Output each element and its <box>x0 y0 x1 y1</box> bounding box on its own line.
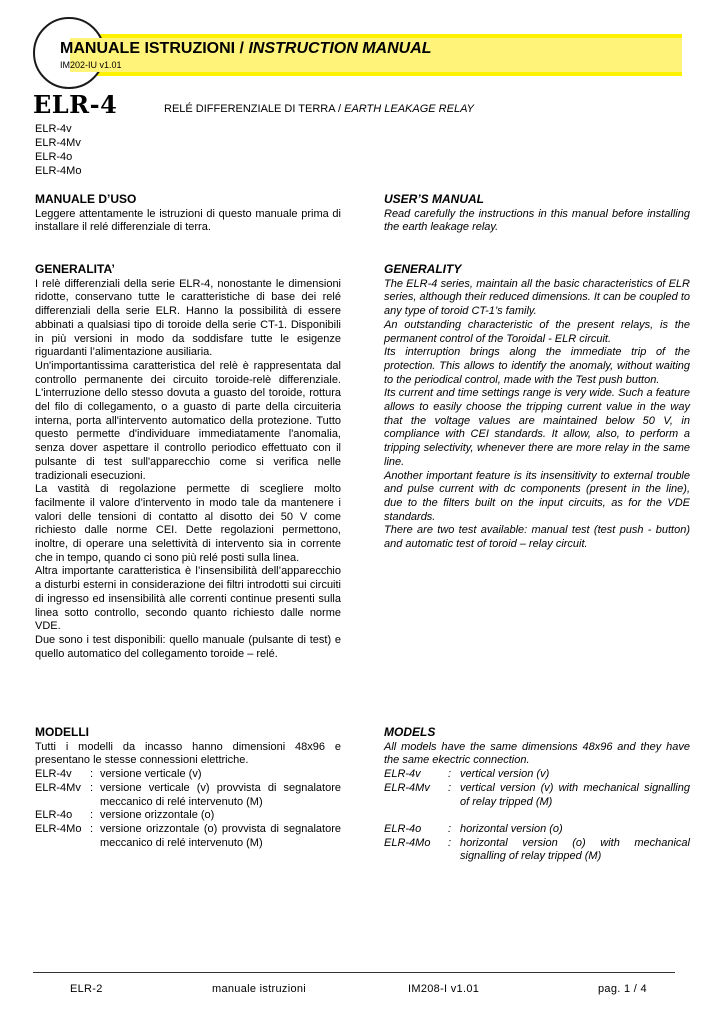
variant-item: ELR-4Mv <box>35 137 81 149</box>
paragraph: I relè differenziali della serie ELR-4, nonostante le dimensioni ridotte, conservano tutte le caratteristiche di base dei relé differenziali della serie ELR. Hanno la possibilità di essere abbinati a qualsiasi tipo di toroide della serie CT-1. Disponibili in più versioni in modo da soddisfare tutte le esigenze riguardanti l’alimentazione ausiliaria. <box>35 277 341 359</box>
model-separator: : <box>90 768 94 781</box>
footer-document: manuale istruzioni <box>212 983 307 995</box>
model-name: ELR-4o <box>384 822 422 835</box>
model-name: ELR-4Mv <box>384 781 430 794</box>
paragraph: Its current and time settings range is very wide. Such a feature allows to easily choose the tripping current value in the way that the voltage values are maintained below 50 V, in compliance with CEI standards. It allow, also, to perform a tripping selectivity, whenever there are more relay in the same line. <box>384 387 690 468</box>
variant-item: ELR-4o <box>35 151 73 163</box>
model-description: versione verticale (v) provvista di segnalatore meccanico di relé intervenuto (M) <box>100 781 341 808</box>
paragraph: La vastità di regolazione permette di scegliere molto facilmente il valore d’intervento in modo tale da mantenere i valori delle tensioni di contatto al disotto dei 50 V come richiesto dalle norme CEI. Dette regolazioni permettono, inoltre, di operare una selettività di intervento sia in corrente che in tempo, quando ci sono più relé posti sulla linea. <box>35 483 341 564</box>
model-name: ELR-4Mo <box>384 836 431 849</box>
footer-code: IM208-I v1.01 <box>408 983 480 995</box>
model-separator: : <box>90 809 94 822</box>
model-description: versione orizzontale (o) <box>100 809 215 822</box>
model-row <box>35 823 341 850</box>
section-generality <box>384 263 690 552</box>
model-name: ELR-4Mv <box>35 781 81 794</box>
model-separator: : <box>448 836 452 849</box>
model-name: ELR-4v <box>384 768 421 781</box>
model-separator: : <box>90 822 94 835</box>
paragraph: Altra importante caratteristica è l’insensibilità dell’apparecchio a disturbi esterni in considerazione dei filtri introdotti sui circuiti di ingresso ed insensibilità alle correnti continue presenti sulla linea sotto controllo, secondo quanto richiesto dalle norme VDE. <box>35 565 341 633</box>
paragraph: Its interruption brings along the immediate trip of the protection. This allows to identify the anomaly, without waiting to the periodical control, made with the Test push button. <box>384 346 690 386</box>
paragraph: The ELR-4 series, maintain all the basic characteristics of ELR series, although their reduced dimensions. It can be coupled to any type of toroid CT-1’s family. <box>384 277 690 318</box>
section-heading: MANUALE D’USO <box>35 192 137 206</box>
product-name: ELR-4 <box>33 90 118 119</box>
product-description-en: EARTH LEAKAGE RELAY <box>344 103 474 115</box>
paragraph: Un'importantissima caratteristica del relè è rappresentata dal controllo permanente dei circuito toroide-relè differenziale. L'interruzione dello stesso dovuta a guasto del toroide, rottura del filo di collegamento, o a guasto di parte della circuiteria interna, porta all'intervento automatico della protezione. Tutto questo permette d'individuare immediatamente l'anomalia, senza dover aspettare il controllo periodico effettuato con il pulsante di test sull'apparecchio come si verifica nelle tradizionali esecuzioni. <box>35 359 341 482</box>
model-description: versione orizzontale (o) provvista di segnalatore meccanico di relé intervenuto (M) <box>100 822 341 849</box>
section-generalita <box>35 263 341 661</box>
manual-code: IM202-IU v1.01 <box>60 60 122 70</box>
paragraph: There are two test available: manual test (test push - button) and automatic test of toroid – relay circuit. <box>384 524 690 551</box>
manual-title-en: INSTRUCTION MANUAL <box>248 40 432 57</box>
section-heading: USER’S MANUAL <box>384 192 485 206</box>
model-row <box>35 768 341 782</box>
footer-model: ELR-2 <box>70 983 103 995</box>
model-description: vertical version (v) <box>460 768 550 781</box>
section-heading: MODELLI <box>35 725 89 739</box>
model-description: horizontal version (o) <box>460 822 563 835</box>
model-row <box>35 782 341 809</box>
model-row <box>384 823 690 837</box>
section-text: Read carefully the instructions in this manual before installing the earth leakage relay. <box>384 207 690 234</box>
section-users-manual <box>384 193 690 235</box>
footer-page-number: pag. 1 / 4 <box>598 983 647 995</box>
section-text: Leggere attentamente le istruzioni di questo manuale prima di installare il relé differenziale di terra. <box>35 207 341 234</box>
section-text: All models have the same dimensions 48x96 and they have the same ekectric connection. <box>384 740 690 767</box>
section-heading: GENERALITA’ <box>35 262 115 276</box>
model-name: ELR-4Mo <box>35 822 82 835</box>
variant-item: ELR-4v <box>35 123 72 135</box>
section-manuale-uso <box>35 193 341 235</box>
section-heading: MODELS <box>384 725 436 739</box>
model-description: versione verticale (v) <box>100 768 202 781</box>
manual-title <box>60 40 432 58</box>
variant-item: ELR-4Mo <box>35 165 82 177</box>
paragraph: Another important feature is its insensitivity to external trouble and pulse current with dc components (present in the line), due to the filters built on the input circuits, as for the VDE standards. <box>384 469 690 523</box>
variant-list <box>35 122 81 178</box>
model-row <box>35 809 341 823</box>
manual-title-it: MANUALE ISTRUZIONI / <box>60 40 249 57</box>
section-models <box>384 726 690 864</box>
model-name: ELR-4o <box>35 809 73 822</box>
model-separator: : <box>448 822 452 835</box>
model-row <box>384 782 690 809</box>
model-separator: : <box>90 781 94 794</box>
section-text: Tutti i modelli da incasso hanno dimensioni 48x96 e presentano le stesse connessioni elettriche. <box>35 740 341 767</box>
spacer <box>384 809 690 823</box>
section-modelli <box>35 726 341 850</box>
model-row <box>384 768 690 782</box>
section-heading: GENERALITY <box>384 262 462 276</box>
model-description: horizontal version (o) with mechanical signalling of relay tripped (M) <box>460 836 690 863</box>
model-row <box>384 837 690 864</box>
model-separator: : <box>448 768 452 781</box>
paragraph: An outstanding characteristic of the present relays, is the permanent control of the Toroidal - ELR circuit. <box>384 318 690 345</box>
product-description-it: RELÉ DIFFERENZIALE DI TERRA / <box>164 103 345 115</box>
model-separator: : <box>448 781 452 794</box>
model-name: ELR-4v <box>35 768 72 781</box>
paragraph: Due sono i test disponibili: quello manuale (pulsante di test) e quello automatico del collegamento toroide – relé. <box>35 633 341 660</box>
model-description: vertical version (v) with mechanical signalling of relay tripped (M) <box>460 781 690 808</box>
product-description <box>164 103 474 115</box>
footer-divider <box>33 972 675 973</box>
